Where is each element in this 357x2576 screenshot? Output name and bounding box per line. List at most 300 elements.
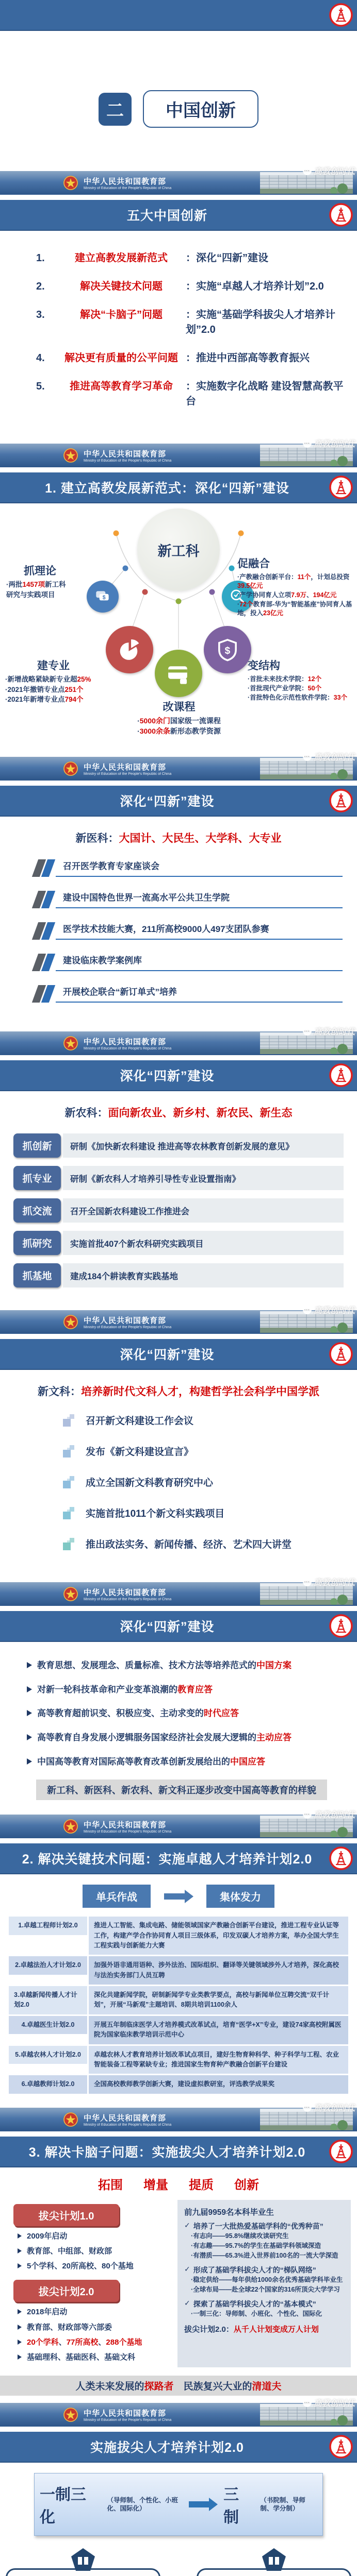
group-jiegou xyxy=(248,659,356,703)
innovation-list-item xyxy=(36,306,347,336)
item-number: 1. xyxy=(36,252,45,264)
moe-footer-bar xyxy=(0,167,357,195)
item-number: 3. xyxy=(36,309,45,320)
wechat-icon xyxy=(303,1810,312,1819)
ministry-name-en: Ministry of Education of the People's Republic of China xyxy=(84,2123,172,2127)
text-segment: ·新增战略紧缺新专业超 xyxy=(5,675,77,684)
group-name: 抓理论 xyxy=(24,565,56,577)
text-segment: 23亿元 xyxy=(263,609,283,617)
row-text: 建成184个耕读教育实践基地 xyxy=(63,1263,344,1287)
slide-title-bar xyxy=(0,1843,357,1874)
text-segment: 72个 xyxy=(239,600,253,608)
ministry-text xyxy=(84,761,171,776)
pixel-cluster-icon xyxy=(62,1505,77,1520)
bullet-text xyxy=(27,2307,67,2317)
arrow-bullet-icon xyxy=(27,1686,32,1692)
watermark-text: 高教创时代 xyxy=(313,2399,355,2409)
item-label: 解决关键技术问题 xyxy=(80,281,163,292)
zhuoyue-content xyxy=(0,1874,357,2100)
plan-name-cell: 2.卓越法治人才计划2.0 xyxy=(9,1956,87,1974)
wechat-icon xyxy=(303,1578,312,1586)
bullet-line xyxy=(27,1684,336,1697)
arrow-right-icon xyxy=(164,1893,185,1900)
keyword: 增量 xyxy=(143,2178,168,2192)
ministry-name-en: Ministry of Education of the People's Republic of China xyxy=(84,772,172,776)
arrow-bullet-icon xyxy=(27,1734,32,1740)
bajian-left-column xyxy=(6,2200,172,2368)
gaojiao-logo-icon xyxy=(329,2140,353,2163)
group-ronghe xyxy=(237,557,356,618)
text-segment: 1457项 xyxy=(22,581,45,589)
text-segment: 高等教育超前识变、积极应变、主动求变的 xyxy=(37,1708,204,1719)
plan-desc-cell: 卓越农林人才教育培养计划改革试点项目，建好生物育种科学、种子科学与工程、农业智能装备工程等紧缺专业；推进国家生物育种产教融合创新平台建设 xyxy=(89,2046,348,2074)
arrow-right-icon xyxy=(189,2501,209,2507)
group-lines xyxy=(5,675,104,704)
bullet-text xyxy=(27,2323,112,2333)
table-row xyxy=(9,2075,348,2093)
arrow-bullet-icon xyxy=(18,2263,22,2268)
text-segment: 对新一轮科技革命和产业变革浪潮的 xyxy=(37,1684,177,1694)
row-text: 召开全国新农科建设工作推进会 xyxy=(63,1198,344,1223)
text-segment: 从千人计划变成万人计划 xyxy=(233,2325,319,2334)
list-item xyxy=(62,1474,347,1489)
slide-title: 深化“四新”建设 xyxy=(120,1620,215,1634)
group-name: 建专业 xyxy=(37,660,70,672)
mode-right-note: （书院制、导师制、学分制） xyxy=(260,2496,305,2513)
text-segment: 新工科 xyxy=(45,581,66,589)
bajian-banner xyxy=(0,2376,357,2396)
tagged-row xyxy=(13,1263,344,1287)
card-column-101 xyxy=(6,2548,160,2576)
list-item-text: 实施首批1011个新文科实践项目 xyxy=(86,1508,225,1519)
plan2-bullets xyxy=(18,2307,172,2363)
tag-pill: 抓专业 xyxy=(13,1166,61,1190)
ministry-text xyxy=(84,1315,171,1329)
slide-title: 深化“四新”建设 xyxy=(120,1348,215,1362)
bajian-main xyxy=(0,2200,357,2368)
text-segment: 新形态教学资源 xyxy=(170,727,221,736)
list-item xyxy=(62,1536,347,1551)
text-segment: 培养新时代文科人才，构建哲学社会科学中国学派 xyxy=(81,1386,319,1398)
wechat-icon xyxy=(303,752,312,761)
group-name: 改课程 xyxy=(163,701,196,713)
item-number: 5. xyxy=(36,381,45,392)
item-description: ：实施数字化战略 建设智慧高教平台 xyxy=(186,381,344,407)
watermark-text: 高教创时代 xyxy=(313,1579,355,1587)
bullet-text xyxy=(37,1756,265,1769)
text-segment: 7.9万 xyxy=(291,591,307,599)
check-icon: ✓ xyxy=(184,2298,190,2307)
check-text: 形成了基础学科拔尖人才的“梯队网络” xyxy=(193,2265,316,2274)
xinyike-headline xyxy=(14,830,343,845)
card-lock-icon xyxy=(155,650,202,697)
plan2-ribbon: 拔尖计划2.0 xyxy=(13,2280,119,2302)
text-segment: 清道夫 xyxy=(252,2381,282,2393)
slide-five-innovations xyxy=(0,200,357,467)
arrow-bullet-icon xyxy=(27,1662,32,1668)
text-segment: 20个学科 xyxy=(27,2337,59,2347)
ministry-text xyxy=(84,2112,171,2127)
arrow-bullet-icon xyxy=(18,2233,22,2239)
plan-name-cell: 3.卓越新闻传播人才计划2.0 xyxy=(9,1986,87,2014)
bullet-line xyxy=(18,2231,172,2242)
moe-footer-bar xyxy=(0,1028,357,1055)
text-segment: 2018年启动 xyxy=(27,2308,68,2317)
text-segment: 新医科： xyxy=(75,833,119,844)
arrow-bullet-icon xyxy=(18,2309,22,2314)
moe-footer-bar xyxy=(0,753,357,781)
ministry-text xyxy=(84,176,171,190)
text-segment: ·有潜质——65.3%进入世界前100名的一流大学深造 xyxy=(191,2252,338,2260)
group-lines xyxy=(118,716,240,736)
slide-title: 实施拔尖人才培养计划2.0 xyxy=(90,2441,244,2455)
bullet-text xyxy=(27,2261,134,2272)
gaojiao-logo-icon xyxy=(329,1846,353,1870)
slide-title-bar xyxy=(0,2137,357,2167)
arrow-bullet-icon xyxy=(18,2325,22,2330)
item-description: ：推进中西部高等教育振兴 xyxy=(186,352,310,364)
ministry-name-cn: 中华人民共和国教育部 xyxy=(84,2409,167,2418)
watermark xyxy=(303,2397,355,2409)
item-number: 4. xyxy=(36,352,45,364)
text-segment: 33个 xyxy=(333,694,348,702)
sub-line xyxy=(191,2251,344,2261)
slide-xingongke xyxy=(0,472,357,781)
watermark xyxy=(303,2102,355,2113)
list-item-text: 建设中国特色世界一流高水平公共卫生学院 xyxy=(56,890,343,908)
text-line xyxy=(6,590,85,600)
sub-line xyxy=(191,2231,344,2241)
item-label: 解决“卡脑子”问题 xyxy=(80,309,163,320)
tagged-row xyxy=(13,1166,344,1190)
text-segment: ·产教融合创新平台： xyxy=(237,573,298,581)
ministry-text xyxy=(84,1587,171,1601)
text-segment: 新文科： xyxy=(38,1386,81,1398)
text-segment: 794个 xyxy=(64,695,84,703)
watermark-text: 高教创时代 xyxy=(313,1028,355,1037)
text-segment: ·首批特色化示范性软件学院： xyxy=(248,694,334,702)
sub-line xyxy=(191,2309,344,2319)
text-segment: 、 xyxy=(98,2337,106,2347)
innovation-list-item xyxy=(36,249,347,264)
slash-bullet-icon xyxy=(33,859,56,877)
plan-name-cell: 1.卓越工程师计划2.0 xyxy=(9,1917,87,1935)
text-segment: 教育部-华为“智能基座”协同育人基地，投入 xyxy=(237,600,352,617)
card-column-shuyuan xyxy=(197,2548,351,2576)
mode-flow-box xyxy=(34,2473,323,2536)
group-name: 促融合 xyxy=(237,558,270,570)
watermark-text: 高教创时代 xyxy=(313,167,355,176)
text-line xyxy=(237,591,356,600)
bajian-impl-content xyxy=(0,2463,357,2576)
group-zhuanye xyxy=(5,659,104,705)
watermark xyxy=(303,1576,355,1588)
text-segment: · xyxy=(237,600,240,608)
national-emblem-icon xyxy=(63,2112,78,2127)
table-row xyxy=(9,1917,348,1955)
arrow-bullet-icon xyxy=(27,1710,32,1716)
watermark-text: 高教创时代 xyxy=(313,440,355,449)
wechat-icon xyxy=(303,439,312,448)
text-line xyxy=(248,675,356,684)
text-segment: ·2021年新增专业点 xyxy=(5,695,65,703)
slide-title: 深化“四新”建设 xyxy=(120,1069,215,1083)
check-item xyxy=(184,2221,344,2231)
text-line xyxy=(118,716,240,726)
chat-dollar-icon xyxy=(87,581,119,613)
row-text: 实施首批407个新农科研究实践项目 xyxy=(63,1231,344,1255)
slide-title-bar xyxy=(0,786,357,817)
book-pentagon-icon xyxy=(71,2548,95,2571)
national-emblem-icon xyxy=(63,2407,78,2422)
text-segment: 人类未来发展的 xyxy=(75,2381,144,2393)
group-name: 变结构 xyxy=(248,660,280,672)
row-text: 研制《新农科人才培养引导性专业设置指南》 xyxy=(63,1166,344,1190)
list-item xyxy=(33,859,343,877)
text-segment: ·首批现代产业学院： xyxy=(248,685,308,692)
bullet-line xyxy=(18,2307,172,2317)
national-emblem-icon xyxy=(63,1036,78,1051)
wechat-icon xyxy=(303,1306,312,1314)
text-segment: ·有志趣——95.7%的学生在基础学科领域深造 xyxy=(191,2242,321,2250)
flow-to-box: 集体发力 xyxy=(206,1885,274,1908)
list-item xyxy=(33,953,343,971)
tag-pill: 抓研究 xyxy=(13,1231,61,1255)
national-emblem-icon xyxy=(63,448,78,463)
bullet-line xyxy=(27,1732,336,1744)
text-segment: 194亿元 xyxy=(313,591,337,599)
svg-text:$: $ xyxy=(102,594,106,601)
text-segment: 、 xyxy=(306,591,313,599)
text-segment: ·全球布局——赴全球22个国家的316所顶尖大学学习 xyxy=(191,2286,340,2294)
section-title-box: 中国创新 xyxy=(143,90,258,128)
moe-footer-bar xyxy=(0,1811,357,1838)
xingongke-label: 新工科 xyxy=(157,543,200,559)
text-segment: 中国高等教育对国际高等教育改革创新发展给出的 xyxy=(37,1756,230,1767)
ministry-text xyxy=(84,2408,171,2422)
national-emblem-icon xyxy=(63,761,78,776)
shield-dollar-icon xyxy=(204,626,251,673)
wechat-icon xyxy=(303,2103,312,2112)
plan-desc-cell: 全国高校教师教学创新大赛，建设虚拟教研室，评选教学成果奖 xyxy=(89,2075,348,2093)
plan-desc-cell: 加强外语非通用语种、涉外法治、国际组织、翻译等关键领域涉外人才培养，深化高校与法治实务部门人员互聘 xyxy=(89,1956,348,1985)
check-text: 探索了基础学科拔尖人才的“基本模式” xyxy=(193,2299,316,2308)
plan-desc-cell: 推进人工智能、集成电路、储能领域国家产教融合创新平台建设，推进工程专业认证等工作，构建产学合作协同育人项目三级体系，印发双碳人才培养方案，举办全国大学生工程实践与创新能力大赛 xyxy=(89,1917,348,1955)
text-segment: 2009年启动 xyxy=(27,2231,68,2241)
moe-footer-bar xyxy=(0,1579,357,1606)
keyword: 创新 xyxy=(234,2178,259,2192)
mode-left-note: （导师制、个性化、小班化、国际化） xyxy=(107,2496,178,2513)
list-item xyxy=(33,985,343,1003)
flow-row xyxy=(7,1885,350,1908)
bullet-line xyxy=(27,1659,336,1672)
text-line xyxy=(237,600,356,618)
slide-title-bar xyxy=(0,0,357,31)
text-segment: 国家级一流课程 xyxy=(170,717,221,725)
panel-final-line xyxy=(184,2324,344,2334)
slide-title-bar xyxy=(0,200,357,231)
text-segment: ·首批未来技术学院： xyxy=(248,675,308,683)
bullet-line xyxy=(18,2261,172,2272)
text-segment: 研究与实践项目 xyxy=(6,590,55,599)
slide-title: 五大中国创新 xyxy=(126,209,207,223)
watermark xyxy=(303,1304,355,1316)
text-line xyxy=(5,675,104,684)
watermark xyxy=(303,165,355,177)
table-row xyxy=(9,2016,348,2044)
watermark xyxy=(303,437,355,449)
text-segment: 教育部、财政部等六部委 xyxy=(27,2323,112,2332)
slide-xinnongke xyxy=(0,1060,357,1334)
moe-footer-bar xyxy=(0,440,357,467)
gaojiao-logo-icon xyxy=(329,789,353,812)
ministry-name-cn: 中华人民共和国教育部 xyxy=(84,177,167,186)
text-line xyxy=(5,685,104,694)
xinwenke-content xyxy=(0,1370,357,1575)
ministry-name-en: Ministry of Education of the People's Republic of China xyxy=(84,1047,172,1050)
xinnongke-headline xyxy=(13,1105,344,1120)
list-item-text: 召开新文科建设工作会议 xyxy=(86,1415,194,1427)
text-segment: 探路者 xyxy=(144,2381,174,2393)
text-segment: 面向新农业、新乡村、新农民、新生态 xyxy=(108,1107,293,1119)
ministry-name-cn: 中华人民共和国教育部 xyxy=(84,763,167,772)
slide-xinwenke xyxy=(0,1339,357,1606)
list-item xyxy=(62,1443,347,1459)
group-lines xyxy=(237,573,356,617)
ministry-name-cn: 中华人民共和国教育部 xyxy=(84,1038,167,1046)
gaojiao-logo-icon xyxy=(329,3,353,27)
watermark xyxy=(303,1025,355,1037)
bullet-text xyxy=(37,1732,291,1744)
xingongke-diagram xyxy=(0,503,357,750)
text-segment: ·有志向——95.8%继续攻读研究生 xyxy=(191,2232,289,2240)
section-number-box: 二 xyxy=(99,93,132,126)
arrow-bullet-icon xyxy=(18,2354,22,2360)
text-segment: 3000余条 xyxy=(139,727,170,736)
svg-text:$: $ xyxy=(224,646,231,657)
innovation-list-item xyxy=(36,349,347,364)
gaojiao-logo-icon xyxy=(329,2435,353,2459)
sub-line xyxy=(191,2275,344,2285)
slide-title: 3. 解决卡脑子问题：实施拔尖人才培养计划2.0 xyxy=(28,2145,306,2160)
bajian-results-panel xyxy=(177,2200,351,2368)
mode-right: 三制 xyxy=(223,2486,239,2527)
ministry-name-cn: 中华人民共和国教育部 xyxy=(84,1588,167,1597)
gaojiao-logo-icon xyxy=(329,476,353,499)
text-line xyxy=(248,684,356,693)
text-segment: 39.5亿元 xyxy=(237,582,263,590)
slide-section-divider xyxy=(0,0,357,195)
ministry-name-cn: 中华人民共和国教育部 xyxy=(84,1316,167,1325)
plan-name-cell: 6.卓越教师计划2.0 xyxy=(9,2075,87,2093)
card-row xyxy=(0,2548,357,2576)
slide-title-bar xyxy=(0,1339,357,1370)
national-emblem-icon xyxy=(63,175,78,191)
slide-sixin-summary xyxy=(0,1611,357,1838)
national-emblem-icon xyxy=(63,1314,78,1330)
text-segment: 中国方案 xyxy=(256,1660,291,1670)
check-icon: ✓ xyxy=(184,2221,190,2229)
arrow-bullet-icon xyxy=(18,2340,22,2345)
slide-title-bar xyxy=(0,472,357,503)
xinwenke-headline xyxy=(10,1383,347,1399)
slide-title: 2. 解决关键技术问题：实施卓越人才培养计划2.0 xyxy=(22,1852,313,1867)
list-item xyxy=(33,922,343,940)
slash-bullet-icon xyxy=(33,922,56,940)
group-lilun xyxy=(6,564,85,600)
item-label: 推进高等教育学习革命 xyxy=(70,381,173,392)
text-line xyxy=(118,726,240,736)
text-segment: 基础理科、基础医科、基础文科 xyxy=(27,2353,136,2362)
text-line xyxy=(237,573,356,590)
slide-zhuoyue-plan xyxy=(0,1843,357,2131)
ministry-name-en: Ministry of Education of the People's Republic of China xyxy=(84,1326,172,1329)
bullet-line xyxy=(27,1707,336,1720)
tag-pill: 抓交流 xyxy=(13,1198,61,1223)
check-text: 培养了一大批热爱基础学科的“优秀种苗” xyxy=(193,2222,323,2230)
sub-line xyxy=(191,2241,344,2251)
panel-header: 前九届9959名本科毕业生 xyxy=(184,2208,274,2217)
ministry-name-cn: 中华人民共和国教育部 xyxy=(84,1821,167,1830)
bajian-content xyxy=(0,2167,357,2396)
text-segment: ·产学协同育人立项 xyxy=(237,591,291,599)
list-item-text: 开展校企联合“新订单式”培养 xyxy=(56,985,343,1003)
slide-bajian-implementation xyxy=(0,2432,357,2576)
gaojiao-logo-icon xyxy=(329,203,353,227)
xinwenke-list xyxy=(10,1412,347,1551)
row-text: 研制《加快新农科建设 推进高等农林教育创新发展的意见》 xyxy=(63,1133,344,1158)
text-segment: 77所高校 xyxy=(66,2337,99,2347)
text-segment: ·一制三化：导师制、小班化、个性化、国际化 xyxy=(191,2310,322,2317)
wechat-icon xyxy=(303,2398,312,2407)
plan1-bullets xyxy=(18,2231,172,2272)
slide-title-bar xyxy=(0,1060,357,1091)
text-segment: 时代应答 xyxy=(204,1708,239,1719)
plan-name-cell: 5.卓越农林人才计划2.0 xyxy=(9,2046,87,2064)
bullet-line xyxy=(27,1756,336,1769)
tagged-row xyxy=(13,1231,344,1255)
moe-footer-bar xyxy=(0,2399,357,2427)
group-lines xyxy=(6,580,85,599)
text-segment: 5000余门 xyxy=(139,717,170,725)
xingongke-center-circle xyxy=(137,509,220,591)
bullet-text xyxy=(27,2352,135,2363)
slash-bullet-icon xyxy=(33,891,56,908)
item-description: ：深化“四新”建设 xyxy=(186,252,268,264)
ministry-text xyxy=(84,1819,171,1834)
summary-bullets xyxy=(27,1659,336,1768)
sub-line xyxy=(191,2285,344,2295)
xinnongke-content xyxy=(0,1091,357,1303)
section-divider-content xyxy=(0,31,357,164)
keywords-row xyxy=(0,2175,357,2193)
slide-title-bar xyxy=(0,1611,357,1642)
ministry-name-en: Ministry of Education of the People's Republic of China xyxy=(84,1830,172,1834)
moe-footer-bar xyxy=(0,2104,357,2131)
slide-bajian-plan xyxy=(0,2137,357,2427)
keyword: 拓围 xyxy=(98,2178,123,2192)
check-icon: ✓ xyxy=(184,2264,190,2273)
watermark-text: 高教创时代 xyxy=(313,2104,355,2113)
item-label: 解决更有质量的公平问题 xyxy=(64,352,178,364)
keyword: 提质 xyxy=(189,2178,214,2192)
text-segment: 教育思想、发展理念、质量标准、技术方法等培养范式的 xyxy=(37,1660,256,1670)
book-pentagon-icon xyxy=(262,2548,286,2571)
check-item xyxy=(184,2299,344,2309)
bullet-text xyxy=(37,1707,239,1720)
innovation-list-item xyxy=(36,378,347,408)
slide-title: 1. 建立高教发展新范式：深化“四新”建设 xyxy=(45,481,289,496)
